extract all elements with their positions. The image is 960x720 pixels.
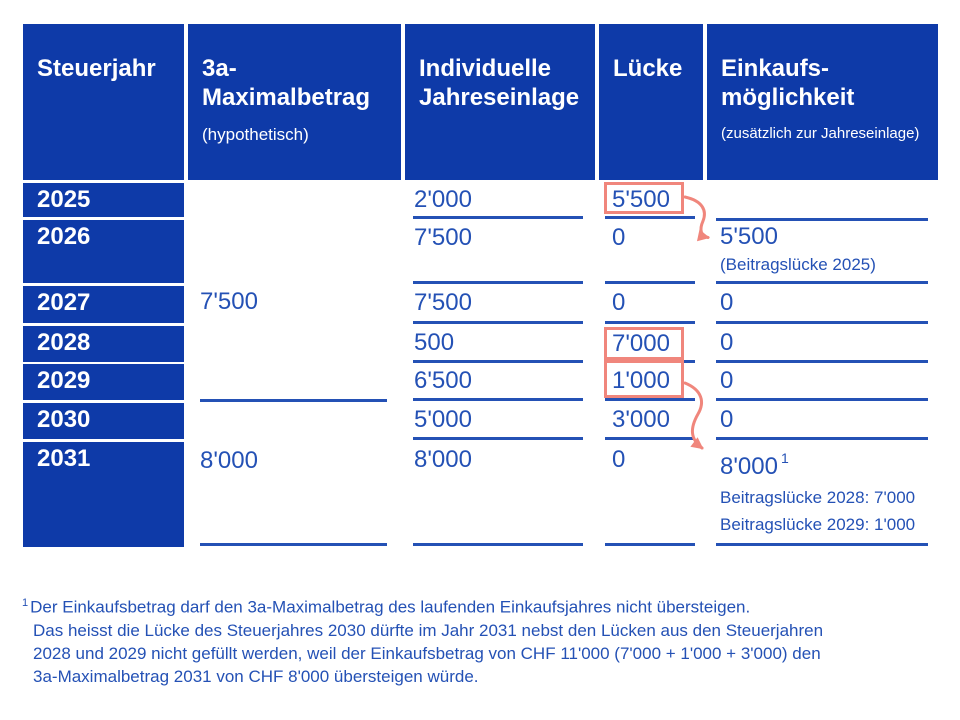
einkauf-2031-value: 8'000: [720, 453, 778, 480]
year-label: 2030: [37, 406, 91, 433]
value-underline: [413, 321, 583, 324]
value-underline: [605, 216, 695, 219]
footnote-line1: [22, 592, 823, 619]
footnote-text: Der Einkaufsbetrag darf den 3a-Maximalbetrag des laufenden Einkaufsjahres nicht übersteigen.: [30, 597, 751, 617]
header-steuerjahr: [23, 24, 184, 180]
header-title-line1: Individuelle: [419, 55, 552, 82]
cell-year-2028: [23, 326, 184, 362]
value-underline: [716, 360, 928, 363]
cell-einlage-2029: 6'500: [414, 367, 472, 394]
cell-year-2025: [23, 183, 184, 217]
footnote-line3: 2028 und 2029 nicht gefüllt werden, weil der Einkaufsbetrag von CHF 11'000 (7'000 + 1'000 + 3'000) den: [33, 643, 821, 663]
highlight-box-luecke-2028: [604, 327, 684, 360]
cell-luecke-2030: 3'000: [612, 406, 670, 433]
highlight-box-luecke-2025: [604, 182, 684, 214]
header-title-line1: 3a-: [202, 55, 237, 82]
cell-einkauf-2028: 0: [720, 329, 734, 356]
cell-year-2029: [23, 364, 184, 400]
value-underline: [716, 281, 928, 284]
cell-luecke-2025: 5'500: [612, 186, 670, 213]
value-underline: [413, 543, 583, 546]
cell-luecke-2029: 1'000: [612, 367, 670, 394]
cell-einkauf-2030: 0: [720, 406, 734, 433]
cell-year-2030: [23, 403, 184, 439]
year-label: 2031: [37, 445, 91, 472]
cell-luecke-2031: 0: [612, 446, 626, 473]
footnote-line2: Das heisst die Lücke des Steuerjahres 2030 dürfte im Jahr 2031 nebst den Lücken aus den Steuerjahren: [33, 620, 824, 640]
header-title-line2: Maximalbetrag: [202, 84, 371, 111]
year-label: 2027: [37, 289, 91, 316]
value-underline: [413, 398, 583, 401]
cell-einkauf-2031-note2: Beitragslücke 2029: 1'000: [720, 515, 916, 534]
year-label: 2026: [37, 223, 91, 250]
header-subtitle: (zusätzlich zur Jahreseinlage): [721, 125, 920, 142]
value-underline: [605, 543, 695, 546]
cell-year-2027: [23, 286, 184, 323]
cell-einkauf-2026: 5'500: [720, 223, 778, 250]
cell-einkauf-2029: 0: [720, 367, 734, 394]
header-subtitle: (hypothetisch): [202, 125, 309, 144]
header-title: Lücke: [613, 55, 683, 82]
value-underline: [716, 398, 928, 401]
value-underline: [716, 437, 928, 440]
footnote-marker: 1: [22, 597, 29, 609]
value-underline: [200, 543, 387, 546]
header-luecke: [599, 24, 703, 180]
value-underline: [605, 437, 695, 440]
highlight-box-luecke-2029: [604, 360, 684, 398]
value-underline: [413, 360, 583, 363]
value-underline: [716, 543, 928, 546]
cell-einlage-2030: 5'000: [414, 406, 472, 433]
footnote: [22, 592, 823, 688]
cell-einlage-2025: 2'000: [414, 186, 472, 213]
cell-einkauf-2027: 0: [720, 289, 734, 316]
cell-luecke-2027: 0: [612, 289, 626, 316]
cell-einkauf-2026-note: (Beitragslücke 2025): [720, 255, 876, 274]
value-underline: [716, 321, 928, 324]
value-underline: [413, 216, 583, 219]
value-underline: [605, 281, 695, 284]
header-title-line2: Jahreseinlage: [419, 84, 580, 111]
value-underline: [605, 398, 695, 401]
cell-year-2031: [23, 442, 184, 547]
cell-luecke-2028: 7'000: [612, 330, 670, 357]
value-underline: [413, 437, 583, 440]
footnote-ref-superscript: 1: [780, 450, 789, 466]
header-maximalbetrag: [188, 24, 401, 180]
cell-year-2026: [23, 220, 184, 283]
value-underline: [716, 218, 928, 221]
year-label: 2028: [37, 329, 91, 356]
footnote-line4: 3a-Maximalbetrag 2031 von CHF 8'000 übersteigen würde.: [33, 666, 479, 686]
cell-einkauf-2031-note1: Beitragslücke 2028: 7'000: [720, 488, 916, 507]
cell-einlage-2027: 7'500: [414, 289, 472, 316]
header-title: Steuerjahr: [37, 55, 156, 82]
value-underline: [413, 281, 583, 284]
year-label: 2025: [37, 186, 91, 213]
value-underline: [200, 399, 387, 402]
cell-einlage-2026: 7'500: [414, 224, 472, 251]
cell-einlage-2028: 500: [414, 329, 455, 356]
header-title-line1: Einkaufs-: [721, 55, 830, 82]
header-jahreseinlage: [405, 24, 595, 180]
cell-einlage-2031: 8'000: [414, 446, 472, 473]
header-einkaufsmoeglichkeit: [707, 24, 938, 180]
header-title-line2: möglichkeit: [721, 84, 855, 111]
year-label: 2029: [37, 367, 91, 394]
cell-luecke-2026: 0: [612, 224, 626, 251]
cell-max-2027: 7'500: [200, 288, 258, 315]
value-underline: [605, 321, 695, 324]
cell-max-2031: 8'000: [200, 447, 258, 474]
cell-einkauf-2031: [720, 446, 789, 481]
